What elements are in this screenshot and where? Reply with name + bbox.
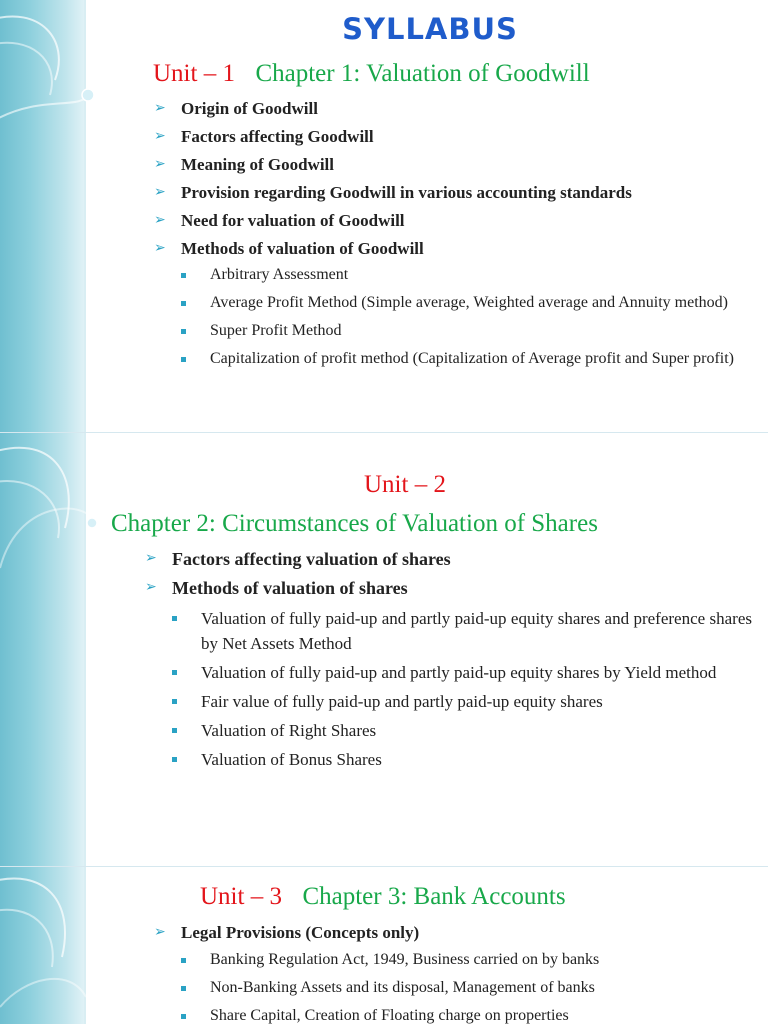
slide-unit-1 [0, 0, 768, 432]
decorative-circles [0, 433, 110, 866]
chapter-title: Chapter 1: Valuation of Goodwill [255, 60, 590, 87]
arrow-bullet-icon: ➢ [154, 185, 166, 200]
list-item: ➢ Origin of Goodwill [154, 99, 318, 118]
unit-2-heading [364, 471, 446, 499]
chapter-title: Chapter 2: Circumstances of Valuation of Shares [111, 510, 598, 537]
arrow-bullet-icon: ➢ [154, 925, 166, 940]
list-item: ➢ Factors affecting valuation of shares [145, 549, 451, 569]
slide-unit-2 [0, 433, 768, 866]
square-bullet-icon [181, 958, 186, 963]
square-bullet-icon [181, 986, 186, 991]
arrow-bullet-icon: ➢ [154, 101, 166, 116]
decorative-side-panel [0, 867, 86, 1024]
square-bullet-icon [181, 273, 186, 278]
list-item: ➢ Provision regarding Goodwill in various accounting standards [154, 183, 632, 202]
topic-list [145, 548, 755, 606]
chapter-2-heading [111, 510, 598, 538]
sub-list-item: Banking Regulation Act, 1949, Business carried on by banks [181, 948, 745, 972]
decorative-side-panel [0, 0, 86, 432]
sub-list-item: Non-Banking Assets and its disposal, Management of banks [181, 976, 745, 1000]
unit-label: Unit – 3 [200, 883, 282, 910]
square-bullet-icon [172, 728, 177, 733]
unit-3-heading [200, 883, 566, 911]
unit-label: Unit – 2 [364, 471, 446, 498]
square-bullet-icon [181, 357, 186, 362]
unit-1-heading [153, 60, 590, 88]
list-item: ➢ Methods of valuation of shares [145, 578, 408, 598]
sub-list-item: Valuation of fully paid-up and partly paid-up equity shares and preference shares by Net Assets Method [172, 606, 752, 656]
sub-list-item: Super Profit Method [181, 319, 745, 343]
sub-list-item: Valuation of Bonus Shares [172, 747, 752, 772]
sub-list-item: Valuation of fully paid-up and partly paid-up equity shares by Yield method [172, 660, 752, 685]
sub-list-item: Arbitrary Assessment [181, 263, 745, 287]
arrow-bullet-icon: ➢ [154, 241, 166, 256]
square-bullet-icon [172, 616, 177, 621]
arrow-bullet-icon: ➢ [145, 551, 157, 566]
unit-label: Unit – 1 [153, 60, 235, 87]
list-item: ➢ Need for valuation of Goodwill [154, 211, 405, 230]
sub-list-item: Capitalization of profit method (Capitalization of Average profit and Super profit) [181, 347, 745, 371]
decorative-circles [0, 0, 110, 432]
sub-list-item: Share Capital, Creation of Floating charge on properties [181, 1004, 745, 1024]
sub-list-item: Average Profit Method (Simple average, Weighted average and Annuity method) [181, 291, 745, 315]
square-bullet-icon [172, 670, 177, 675]
subtopic-list [181, 948, 745, 1024]
sub-list-item: Valuation of Right Shares [172, 718, 752, 743]
decorative-side-panel [0, 433, 86, 866]
arrow-bullet-icon: ➢ [154, 157, 166, 172]
arrow-bullet-icon: ➢ [154, 129, 166, 144]
square-bullet-icon [181, 1014, 186, 1019]
subtopic-list [181, 263, 745, 375]
list-item: ➢ Factors affecting Goodwill [154, 127, 374, 146]
slide-unit-3 [0, 867, 768, 1024]
arrow-bullet-icon: ➢ [145, 580, 157, 595]
square-bullet-icon [181, 301, 186, 306]
chapter-title: Chapter 3: Bank Accounts [302, 883, 566, 910]
sub-list-item: Fair value of fully paid-up and partly paid-up equity shares [172, 689, 752, 714]
list-item: ➢ Methods of valuation of Goodwill [154, 239, 424, 258]
arrow-bullet-icon: ➢ [154, 213, 166, 228]
subtopic-list [172, 606, 752, 776]
square-bullet-icon [172, 757, 177, 762]
topic-list [154, 922, 754, 950]
list-item: ➢ Legal Provisions (Concepts only) [154, 923, 420, 942]
decorative-circles [0, 867, 110, 1024]
topic-list [154, 98, 754, 266]
list-item: ➢ Meaning of Goodwill [154, 155, 335, 174]
square-bullet-icon [181, 329, 186, 334]
square-bullet-icon [172, 699, 177, 704]
page-title: SYLLABUS [342, 12, 518, 46]
